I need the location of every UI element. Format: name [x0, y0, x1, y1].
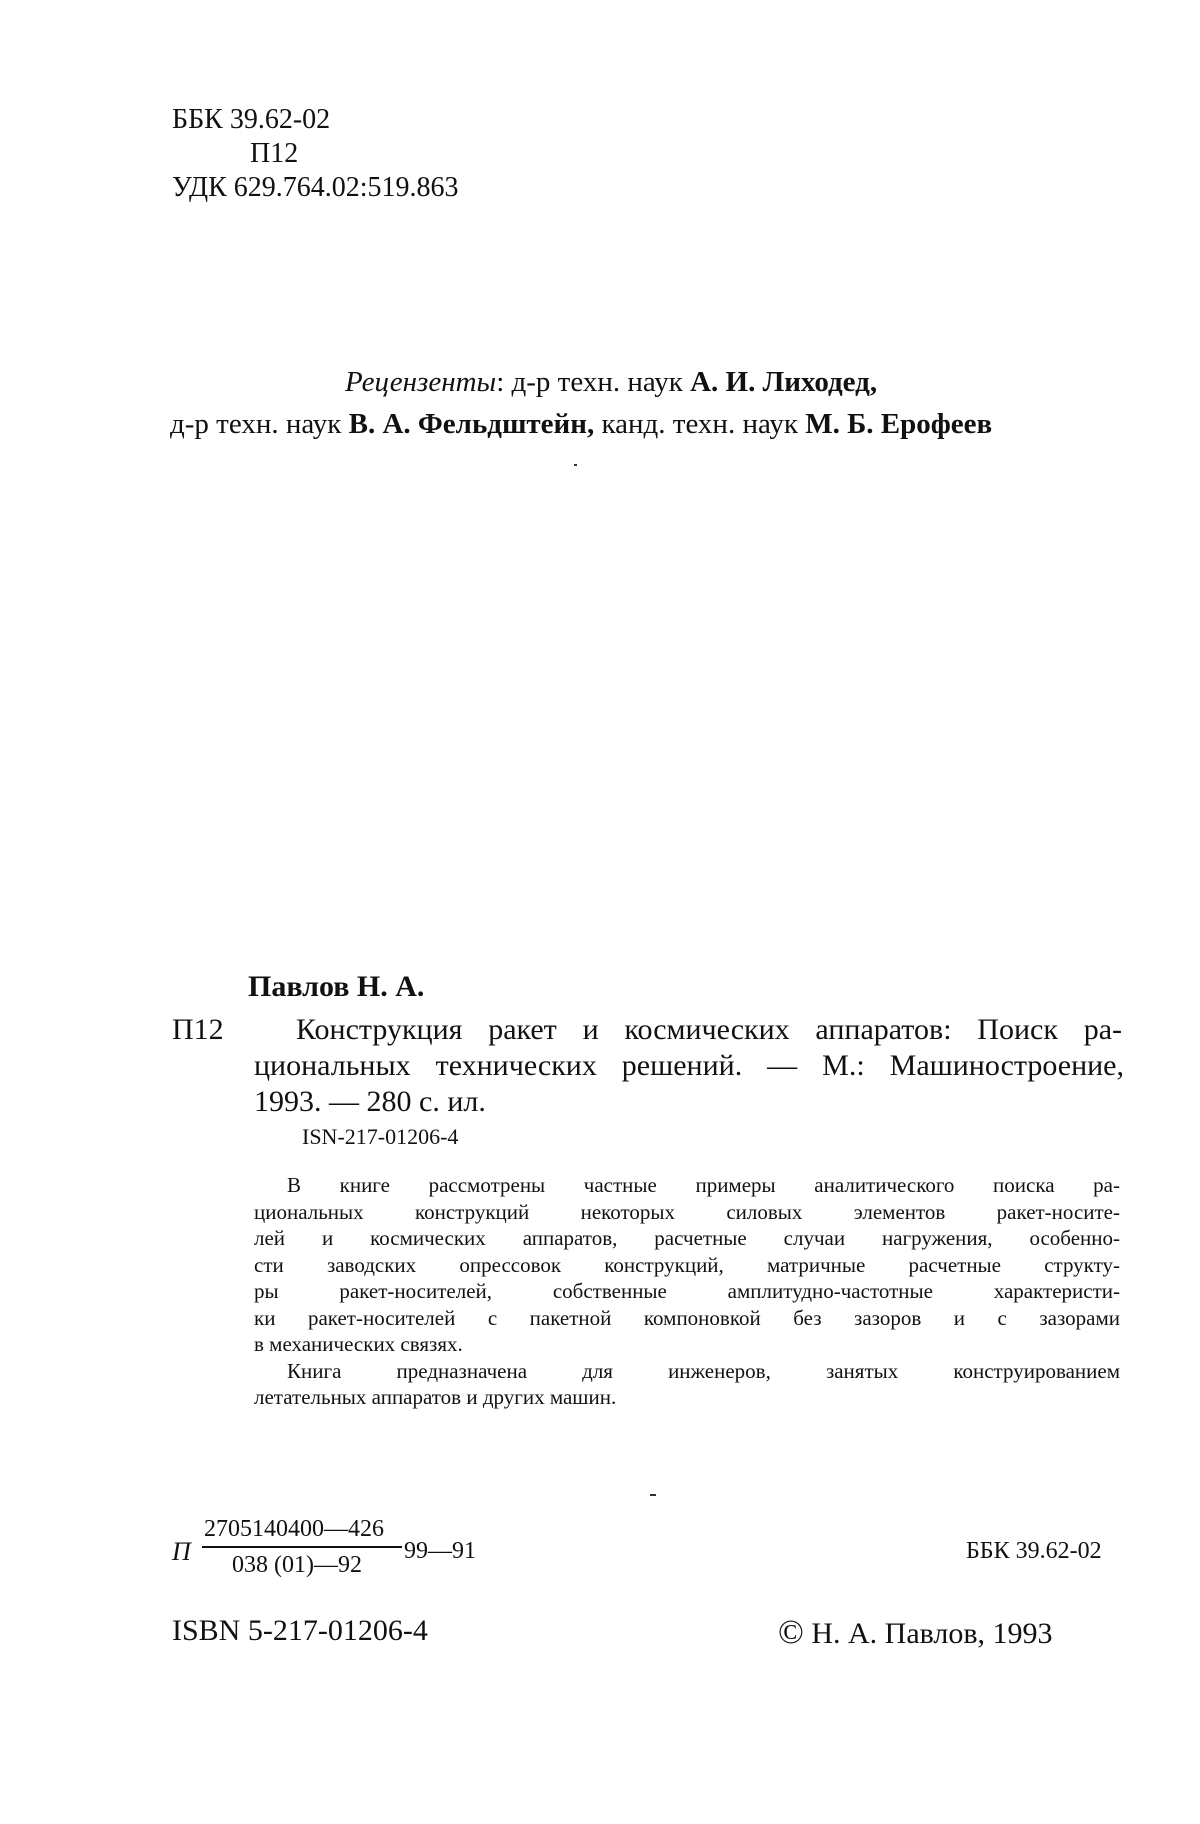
author-mark-code: П12	[250, 138, 299, 169]
annotation-line: в механических связях.	[254, 1332, 463, 1356]
annotation-line: циональных конструкций некоторых силовых элементов ракет-носите-	[254, 1199, 1120, 1224]
reviewer-name-3: М. Б. Ерофеев	[805, 408, 993, 440]
reviewers-line-2	[170, 408, 992, 441]
udk-code: УДК 629.764.02:519.863	[172, 172, 459, 203]
reviewers-degree-2: д-р техн. наук	[170, 408, 342, 440]
formula-denominator: 038 (01)—92	[232, 1552, 362, 1578]
book-title-line-2: циональных технических решений. — М.: Машиностроение,	[254, 1049, 1124, 1082]
book-isbn-line: ISN-217-01206-4	[302, 1124, 459, 1149]
book-title-line-1: Конструкция ракет и космических аппаратов: Поиск ра-	[296, 1013, 1122, 1046]
annotation-line: сти заводских опрессовок конструкций, матричные расчетные структу-	[254, 1252, 1120, 1277]
annotation-line: ки ракет-носителей с пакетной компоновкой без зазоров и с зазорами	[254, 1305, 1120, 1330]
annotation-line: летательных аппаратов и других машин.	[254, 1385, 617, 1409]
formula-numerator: 2705140400—426	[204, 1516, 384, 1542]
reviewers-degree-1: : д-р техн. наук	[496, 366, 683, 398]
formula-suffix: 99—91	[404, 1538, 476, 1564]
annotation-line: Книга предназначена для инженеров, занятых конструированием	[287, 1358, 1120, 1383]
book-author: Павлов Н. А.	[248, 970, 425, 1003]
reviewer-name-2: В. А. Фельдштейн,	[348, 408, 595, 440]
book-imprint: 1993. — 280 с. ил.	[254, 1085, 486, 1118]
formula-letter: П	[172, 1537, 191, 1566]
book-code: П12	[172, 1013, 224, 1046]
annotation-line: ры ракет-носителей, собственные амплитудно-частотные характеристи-	[254, 1279, 1120, 1303]
copyright-text: Н. А. Павлов, 1993	[811, 1617, 1053, 1650]
annotation-line: В книге рассмотрены частные примеры аналитического поиска ра-	[287, 1173, 1120, 1197]
reviewers-degree-3: канд. техн. наук	[601, 408, 798, 440]
reviewers-label: Рецензенты	[345, 366, 497, 398]
reviewers-line-1	[345, 366, 877, 399]
copyright-icon: ©	[778, 1614, 804, 1651]
footer-isbn: ISBN 5-217-01206-4	[172, 1614, 428, 1647]
reviewer-name-1: А. И. Лиходед,	[690, 366, 878, 398]
bbk-code: ББК 39.62-02	[172, 104, 331, 135]
speck	[650, 1494, 656, 1496]
annotation-line: лей и космических аппаратов, расчетные случаи нагружения, особенно-	[254, 1226, 1120, 1250]
fraction-bar	[202, 1546, 402, 1548]
annotation	[254, 1172, 1120, 1411]
copyright-line	[778, 1614, 1053, 1652]
footer-bbk: ББК 39.62-02	[966, 1538, 1102, 1564]
speck	[574, 464, 577, 466]
